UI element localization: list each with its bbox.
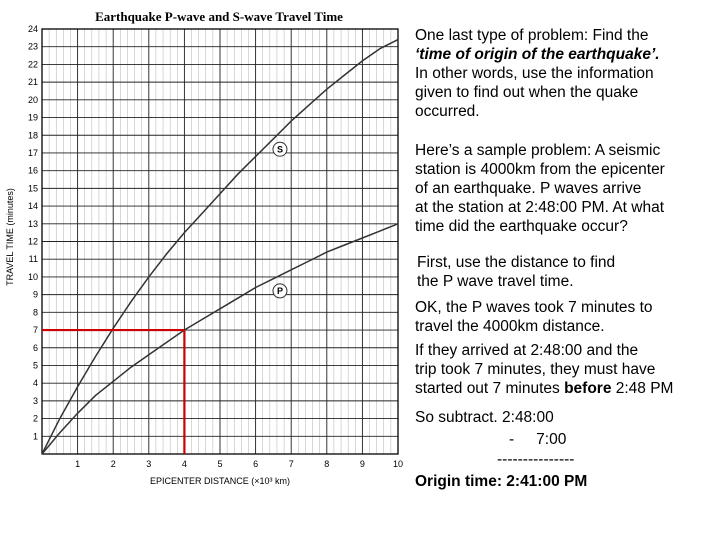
first-step-line: the P wave travel time.	[417, 273, 574, 290]
sample-line: of an earthquake. P waves arrive	[415, 180, 642, 197]
x-tick-label: 1	[75, 459, 81, 469]
p-wave-result-paragraph	[415, 298, 653, 336]
reasoning-line: trip took 7 minutes, they must have	[415, 361, 656, 378]
y-tick-label: 24	[27, 24, 38, 34]
y-tick-label: 18	[27, 130, 38, 141]
reasoning-line: If they arrived at 2:48:00 and the	[415, 342, 639, 359]
x-tick-label: 5	[217, 459, 223, 469]
result-line: OK, the P waves took 7 minutes to	[415, 299, 653, 316]
x-tick-label: 7	[288, 459, 294, 469]
p-wave-marker-label: P	[276, 286, 283, 297]
y-tick-label: 10	[27, 271, 38, 282]
x-tick-label: 3	[146, 459, 152, 469]
intro-line: occurred.	[415, 103, 480, 120]
reasoning-text: 2:48 PM	[611, 380, 674, 397]
y-tick-label: 16	[27, 165, 38, 176]
reasoning-text: started out 7 minutes	[415, 380, 565, 397]
intro-line: given to find out when the quake	[415, 84, 639, 101]
sample-problem-paragraph	[415, 141, 665, 236]
y-tick-label: 2	[32, 413, 38, 424]
y-tick-label: 23	[27, 41, 38, 52]
sample-line: station is 4000km from the epicenter	[415, 161, 665, 178]
sample-line: time did the earthquake occur?	[415, 218, 628, 235]
x-axis-label: EPICENTER DISTANCE (×10³ km)	[149, 476, 291, 486]
before-emphasis: before	[564, 380, 612, 397]
y-tick-label: 22	[27, 59, 38, 70]
y-tick-label: 19	[27, 112, 38, 123]
y-tick-label: 8	[32, 307, 38, 318]
y-tick-label: 11	[28, 254, 38, 265]
y-tick-label: 7	[32, 325, 38, 336]
x-tick-label: 2	[110, 459, 116, 469]
subtraction-operand	[509, 430, 566, 449]
x-tick-label: 6	[253, 459, 259, 469]
subtraction-rule: ---------------	[497, 451, 575, 468]
chart-title: Earthquake P-wave and S-wave Travel Time	[95, 9, 343, 24]
y-tick-label: 6	[32, 342, 38, 353]
first-step-line: First, use the distance to find	[417, 254, 616, 271]
sample-line: Here’s a sample problem: A seismic	[415, 142, 661, 159]
y-axis-label: TRAVEL TIME (minutes)	[5, 188, 15, 286]
y-tick-label: 14	[27, 201, 38, 212]
sample-line: at the station at 2:48:00 PM. At what	[415, 199, 665, 216]
reasoning-paragraph	[415, 341, 673, 398]
s-wave-marker-label: S	[276, 144, 283, 155]
x-tick-label: 4	[181, 459, 187, 469]
x-tick-label: 9	[359, 459, 365, 469]
y-tick-label: 15	[27, 183, 38, 194]
y-tick-label: 3	[32, 395, 38, 406]
intro-emphasis: ‘time of origin of the earthquake’.	[415, 46, 660, 63]
y-tick-label: 5	[32, 360, 38, 371]
minus-sign: -	[509, 431, 515, 448]
x-tick-label: 10	[392, 459, 404, 469]
intro-line: In other words, use the information	[415, 65, 654, 82]
y-tick-label: 20	[27, 94, 38, 105]
subtraction-start: So subtract. 2:48:00	[415, 409, 554, 426]
y-tick-label: 17	[27, 147, 38, 158]
y-tick-label: 13	[27, 218, 38, 229]
y-tick-label: 1	[32, 431, 38, 442]
y-tick-label: 21	[27, 77, 38, 88]
y-tick-label: 12	[27, 236, 38, 247]
y-tick-label: 9	[32, 289, 38, 300]
minus-value: 7:00	[536, 431, 567, 448]
result-line: travel the 4000km distance.	[415, 318, 605, 335]
intro-line: One last type of problem: Find the	[415, 27, 649, 44]
intro-paragraph	[415, 26, 660, 121]
x-tick-label: 8	[324, 459, 330, 469]
origin-time-answer: Origin time: 2:41:00 PM	[415, 473, 588, 490]
first-step-paragraph	[417, 253, 615, 291]
reasoning-line	[415, 379, 673, 398]
y-tick-label: 4	[32, 378, 38, 389]
